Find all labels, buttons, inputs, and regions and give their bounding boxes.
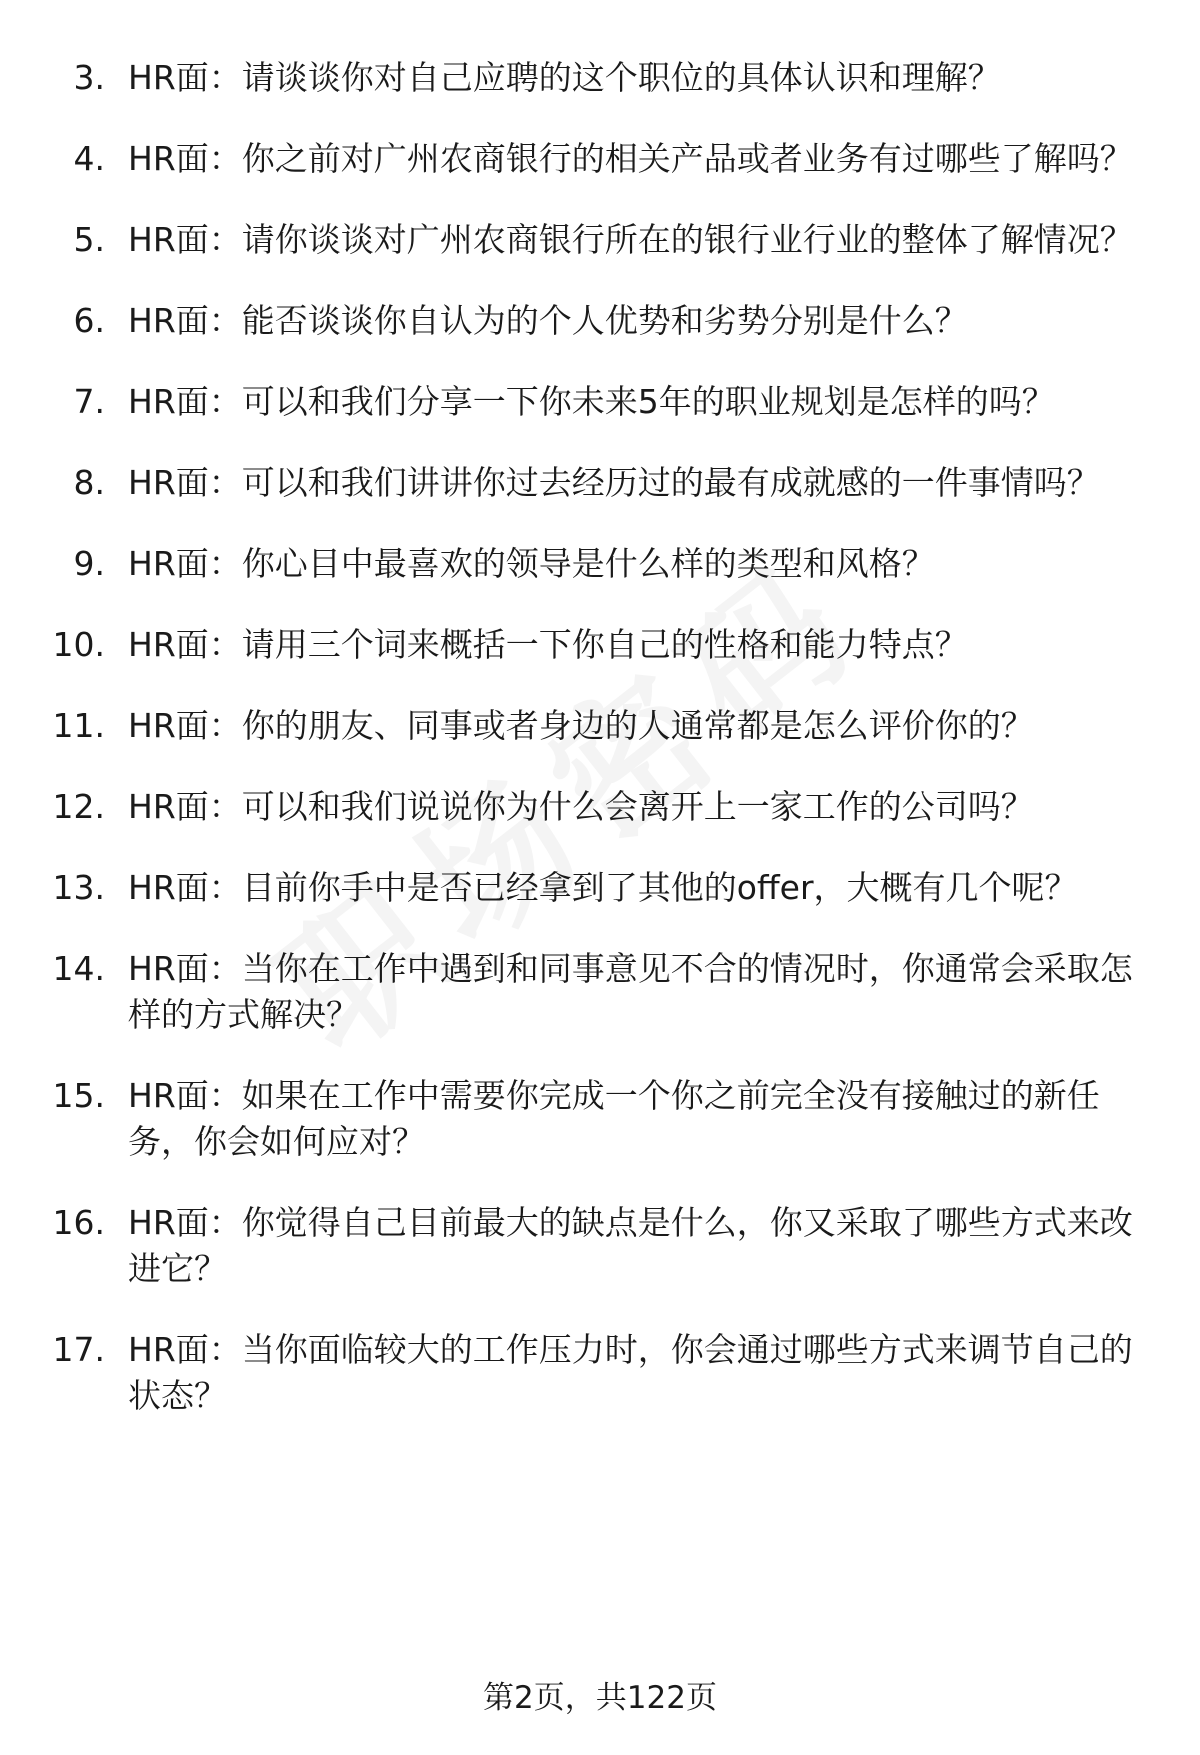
list-item bbox=[0, 379, 1200, 425]
question-number: 7. bbox=[73, 382, 105, 421]
list-item bbox=[0, 784, 1200, 830]
list-item bbox=[0, 55, 1200, 101]
question-text: HR面：请谈谈你对自己应聘的这个职位的具体认识和理解？ bbox=[128, 58, 1001, 97]
question-number: 3. bbox=[73, 58, 105, 97]
list-item bbox=[0, 622, 1200, 668]
question-number: 5. bbox=[73, 220, 105, 259]
question-number: 17. bbox=[52, 1330, 105, 1369]
question-number: 16. bbox=[52, 1203, 105, 1242]
list-item bbox=[0, 217, 1200, 263]
question-number: 15. bbox=[52, 1076, 105, 1115]
question-text: HR面：请你谈谈对广州农商银行所在的银行业行业的整体了解情况？ bbox=[128, 220, 1133, 259]
question-number: 8. bbox=[73, 463, 105, 502]
list-item bbox=[0, 1200, 1200, 1292]
list-item bbox=[0, 136, 1200, 182]
question-text: HR面：请用三个词来概括一下你自己的性格和能力特点？ bbox=[128, 625, 968, 664]
question-text: HR面：可以和我们讲讲你过去经历过的最有成就感的一件事情吗？ bbox=[128, 463, 1100, 502]
list-item bbox=[0, 1327, 1200, 1419]
question-number: 10. bbox=[52, 625, 105, 664]
question-text: HR面：可以和我们分享一下你未来5年的职业规划是怎样的吗？ bbox=[128, 382, 1055, 421]
question-number: 11. bbox=[52, 706, 105, 745]
question-text: HR面：当你在工作中遇到和同事意见不合的情况时，你通常会采取怎样的方式解决？ bbox=[128, 949, 1133, 1034]
question-text: HR面：目前你手中是否已经拿到了其他的offer，大概有几个呢？ bbox=[128, 868, 1078, 907]
question-number: 6. bbox=[73, 301, 105, 340]
question-text: HR面：你觉得自己目前最大的缺点是什么，你又采取了哪些方式来改进它？ bbox=[128, 1203, 1133, 1288]
question-number: 14. bbox=[52, 949, 105, 988]
question-text: HR面：可以和我们说说你为什么会离开上一家工作的公司吗？ bbox=[128, 787, 1034, 826]
list-item bbox=[0, 460, 1200, 506]
list-item bbox=[0, 865, 1200, 911]
page-number: 第2页，共122页 bbox=[483, 1680, 717, 1716]
question-text: HR面：当你面临较大的工作压力时，你会通过哪些方式来调节自己的状态？ bbox=[128, 1330, 1133, 1415]
question-text: HR面：你心目中最喜欢的领导是什么样的类型和风格？ bbox=[128, 544, 935, 583]
question-text: HR面：你之前对广州农商银行的相关产品或者业务有过哪些了解吗？ bbox=[128, 139, 1133, 178]
list-item bbox=[0, 946, 1200, 1038]
list-item bbox=[0, 541, 1200, 587]
question-number: 9. bbox=[73, 544, 105, 583]
question-number: 12. bbox=[52, 787, 105, 826]
list-item bbox=[0, 703, 1200, 749]
list-item bbox=[0, 1073, 1200, 1165]
list-item bbox=[0, 298, 1200, 344]
question-text: HR面：你的朋友、同事或者身边的人通常都是怎么评价你的？ bbox=[128, 706, 1034, 745]
question-text: HR面：能否谈谈你自认为的个人优势和劣势分别是什么？ bbox=[128, 301, 968, 340]
question-number: 4. bbox=[73, 139, 105, 178]
question-number: 13. bbox=[52, 868, 105, 907]
question-text: HR面：如果在工作中需要你完成一个你之前完全没有接触过的新任务，你会如何应对？ bbox=[128, 1076, 1100, 1161]
question-list bbox=[0, 55, 1200, 1454]
